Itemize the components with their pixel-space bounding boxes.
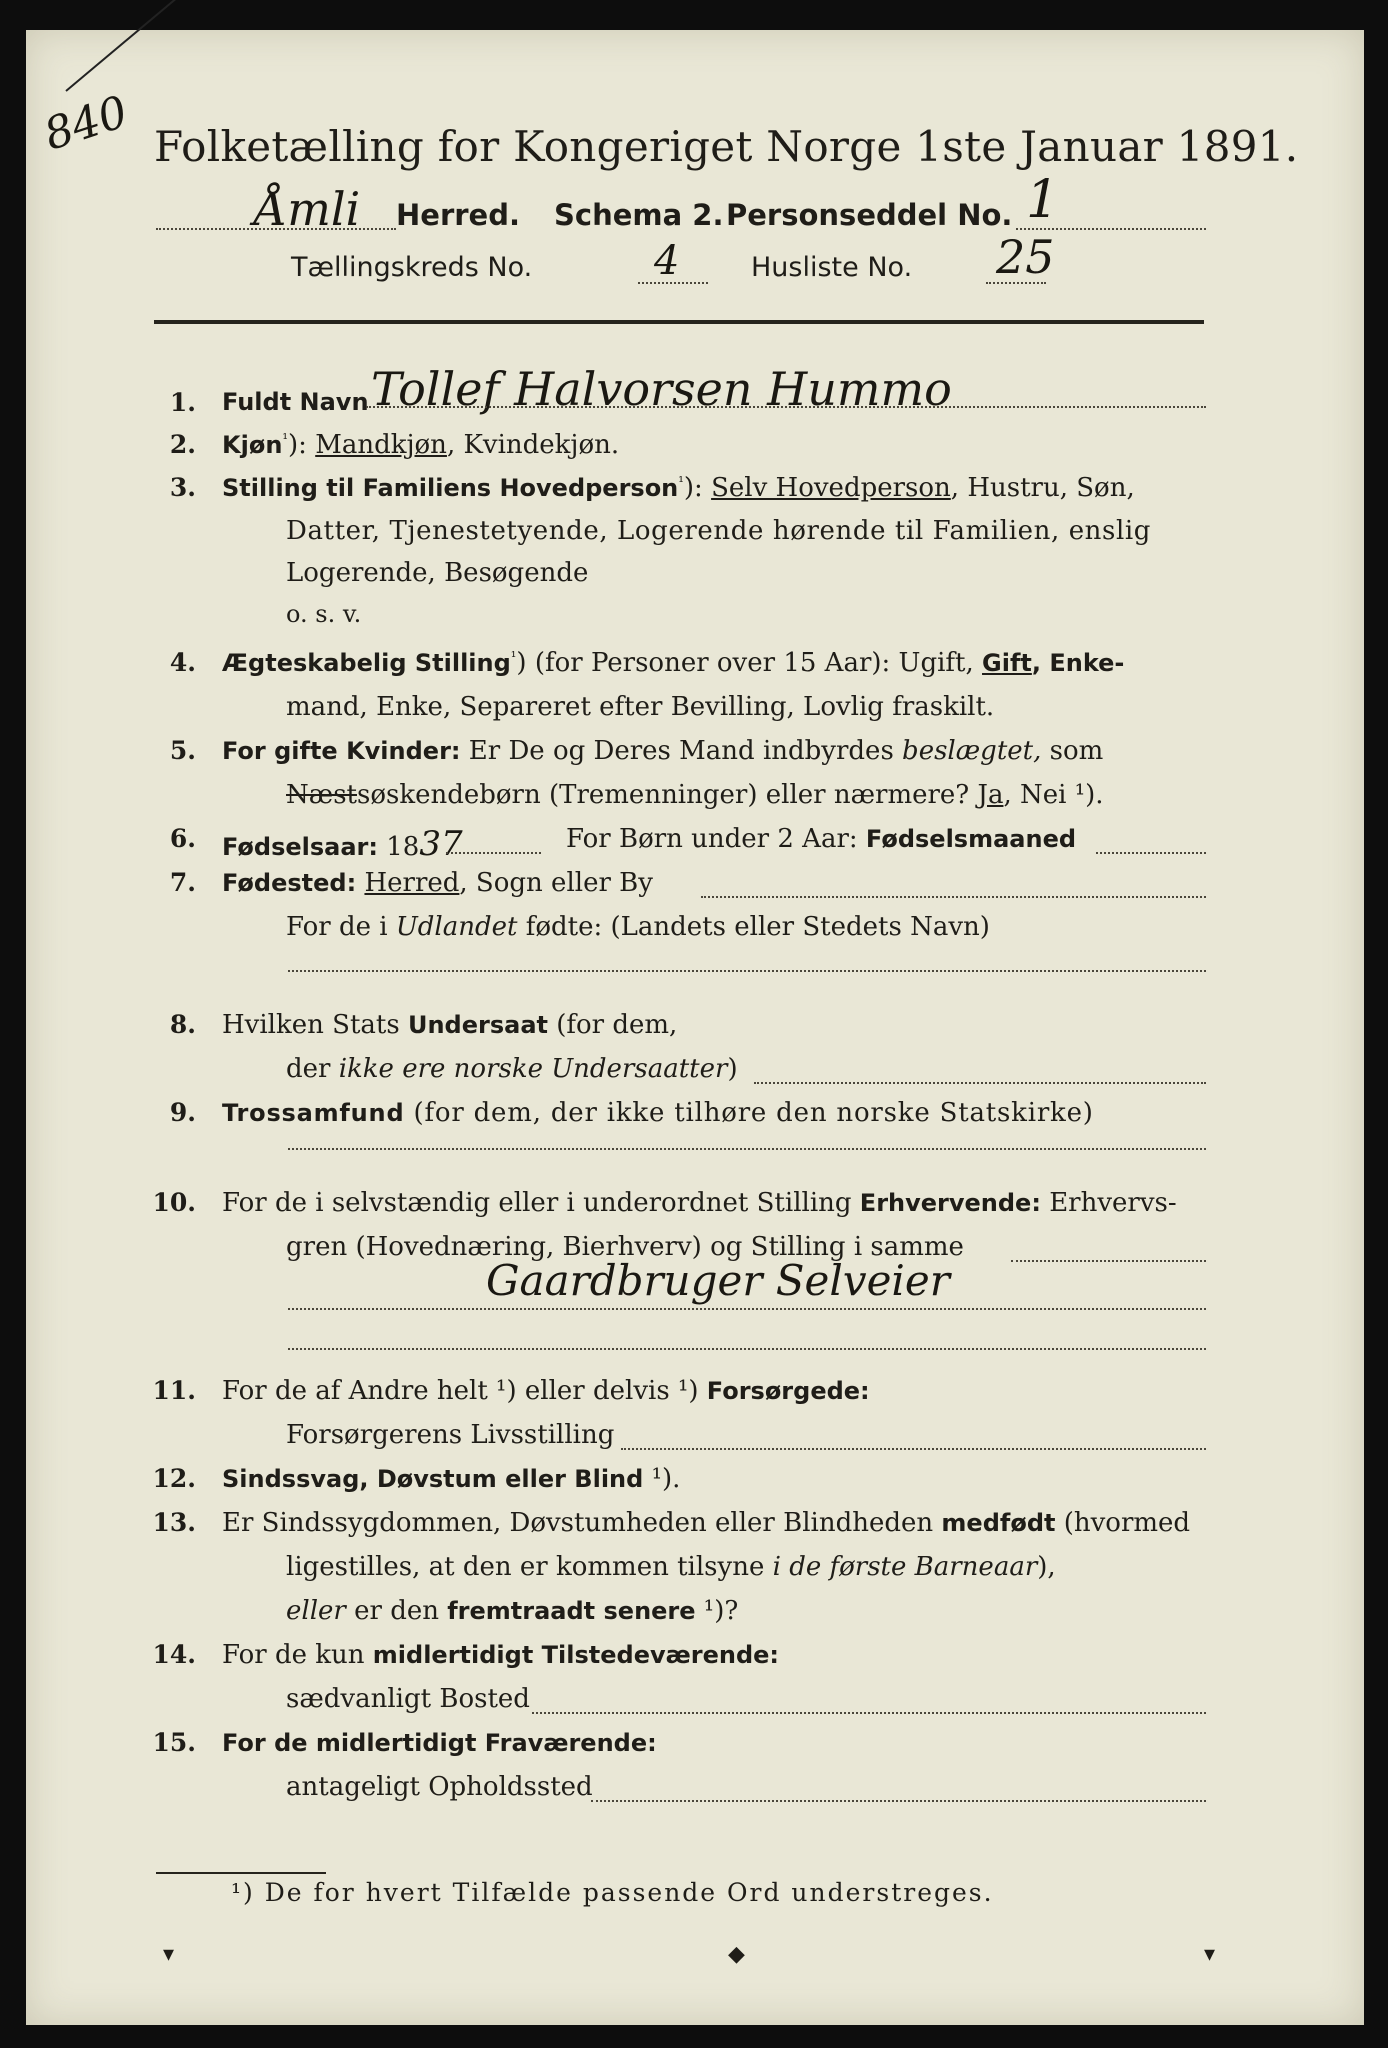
item-6-number: 6. [169,824,196,853]
item-1-number: 1. [169,388,196,417]
item-6-line [222,824,463,864]
item-10-dots [1011,1260,1206,1262]
item-4-text: ) (for Personer over 15 Aar): Ugift, [516,648,983,678]
item-4-label: Ægteskabelig Stilling [222,649,511,677]
item-6-label2: Fødselsmaaned [865,825,1077,853]
item-8-line1 [222,1010,677,1040]
item-7-rest: , Sogn eller By [459,868,653,898]
item-5-for: For [222,737,275,765]
printer-mark-center: ◆ [728,1942,745,1967]
item-10-number: 10. [152,1188,196,1217]
footnote-rule [156,1872,326,1874]
item-2-colon: ): [288,430,316,460]
item-6-line-b [566,824,1076,854]
item-7-dots2 [288,970,1206,972]
item-2-mandkjon: Mandkjøn [315,430,447,460]
item-13-end: ¹)? [695,1596,739,1626]
item-3-colon: ): [683,473,712,503]
item-10-line2: gren (Hovednæring, Bierhverv) og Stilling i samme [286,1232,964,1262]
header-rule [154,320,1204,324]
item-5-label: gifte Kvinder: [274,737,461,765]
item-9-dots [288,1148,1206,1150]
item-7-dots [701,896,1206,898]
item-3-line4: o. s. v. [286,600,362,628]
corner-slash [65,0,197,92]
item-13-italic: i de første Barneaar [772,1552,1038,1582]
item-10-dots3 [288,1348,1206,1350]
husliste-dots [986,282,1046,284]
item-8-number: 8. [169,1010,196,1039]
item-14-line1 [222,1640,779,1670]
item-10-label: Erhvervende: [859,1189,1041,1217]
item-6-label: Fødselsaar: [222,833,378,861]
item-9-line [222,1098,1094,1128]
item-9-number: 9. [169,1098,196,1127]
item-11-line1 [222,1376,870,1406]
item-14-label: midlertidigt Tilstedeværende: [372,1641,780,1669]
item-8-label: Undersaat [407,1011,548,1039]
item-12-label: Sindssvag, Døvstum eller Blind [222,1465,644,1493]
item-15-line1 [222,1728,657,1758]
herred-label: Herred. [396,198,520,232]
item-5-text: Er De og Deres Mand indbyrdes [460,736,903,766]
item-2-kvindekjon: , Kvindekjøn. [446,430,620,460]
item-13-line1 [222,1508,1190,1538]
schema-label: Schema 2. [554,198,724,232]
item-7-line1 [222,868,653,898]
item-13-line2 [286,1552,1056,1582]
item-2-sup: ¹ [282,431,289,448]
printer-mark-left: ▾ [163,1942,175,1967]
item-5-beslaegtet: beslægtet, [902,736,1042,766]
item-8-italic: ikke ere norske Undersaatter [338,1054,728,1084]
item-7-number: 7. [169,868,196,897]
item-4-sup: ¹ [510,649,517,666]
item-8-line2 [286,1054,738,1084]
item-15-line2: antageligt Opholdssted [286,1772,593,1802]
item-10-text2: Erhvervs- [1040,1188,1177,1218]
item-5-line2 [286,780,1104,810]
item-8-dots [754,1082,1206,1084]
form-title: Folketælling for Kongeriget Norge 1ste Januar 1891. [154,122,1299,171]
item-10-text: For de i selvstændig eller i underordnet Stilling [222,1188,860,1218]
personseddel-label: Personseddel No. [726,198,1013,232]
item-11-dots [621,1448,1206,1450]
item-2-label: Kjøn [222,431,283,459]
item-15-label: For de midlertidigt Fraværende: [222,1729,657,1757]
item-5-nei: , Nei ¹). [1003,780,1104,810]
item-9-rest: (for dem, der ikke tilhøre den norske Statskirke) [404,1098,1094,1128]
item-15-number: 15. [152,1728,196,1757]
item-5-struck-naest: Næst [286,780,357,810]
item-4-enke: , Enke- [1031,649,1125,677]
item-4-number: 4. [169,648,196,677]
census-form-sheet [26,30,1364,2025]
item-6-prefix: 18 [378,832,420,862]
item-13-number: 13. [152,1508,196,1537]
item-7-herred: Herred [364,868,460,898]
item-3-line3: Logerende, Besøgende [286,558,589,588]
item-13-line3 [286,1596,738,1626]
item-13-label2: fremtraadt senere [447,1597,696,1625]
item-13-text: Er Sindssygdommen, Døvstumheden eller Blindheden [222,1508,942,1538]
personseddel-number: 1 [1026,170,1060,230]
item-13-label: medfødt [941,1509,1056,1537]
item-3-number: 3. [169,473,196,502]
item-10-handwritten-occupation: Gaardbruger Selveier [486,1256,950,1305]
item-1-dots [366,406,1206,408]
item-5-text2: søskendebørn (Tremenninger) eller nærmere? [356,780,978,810]
item-4-gift: Gift [982,649,1032,677]
kreds-dots [638,282,708,284]
item-8-text: Hvilken Stats [222,1010,408,1040]
item-7-text2a: For de i [286,912,396,942]
item-14-line2: sædvanligt Bosted [286,1684,530,1714]
item-10-dots2 [288,1308,1206,1310]
item-7-udlandet: Udlandet [395,912,518,942]
item-11-line2: Forsørgerens Livsstilling [286,1420,615,1450]
item-8-close: ) [727,1054,738,1084]
item-8-der: der [286,1054,339,1084]
item-6-year-dots [446,852,541,854]
item-12-line [222,1464,680,1494]
item-12-number: 12. [152,1464,196,1493]
item-7-text2b: fødte: (Landets eller Stedets Navn) [517,912,990,942]
item-3-line1 [222,473,1135,503]
item-1-label: Fuldt Navn [222,388,369,416]
item-15-dots [591,1800,1206,1802]
item-13-text3: ligestilles, at den er kommen tilsyne [286,1552,773,1582]
item-3-selv-hovedperson: Selv Hovedperson [711,473,951,503]
item-6-month-dots [1096,852,1206,854]
item-13-text4: er den [345,1596,448,1626]
item-6-text: For Børn under 2 Aar: [566,824,866,854]
footnote: ¹) De for hvert Tilfælde passende Ord understreges. [231,1878,994,1907]
item-13-text2: (hvormed [1055,1508,1191,1538]
item-5-line1 [222,736,1103,766]
husliste-label: Husliste No. [751,252,913,283]
item-8-text2: (for dem, [547,1010,678,1040]
item-1-handwritten-name: Tollef Halvorsen Hummo [371,362,952,416]
item-11-label: Forsørgede: [706,1377,870,1405]
corner-archive-note: 840 [38,86,134,161]
item-10-line1 [222,1188,1177,1218]
item-4-line1 [222,648,1124,678]
item-6-year-handwritten: 37 [419,824,463,864]
item-5-ja: Ja [977,780,1004,810]
husliste-number: 25 [996,230,1055,284]
kreds-number: 4 [654,238,680,284]
item-14-dots [532,1712,1206,1714]
item-13-close: ), [1037,1552,1056,1582]
item-7-line2 [286,912,990,942]
kreds-label: Tællingskreds No. [291,252,533,283]
item-4-line2: mand, Enke, Separeret efter Bevilling, Lovlig fraskilt. [286,692,995,722]
item-5-number: 5. [169,736,196,765]
item-14-number: 14. [152,1640,196,1669]
item-3-line2: Datter, Tjenestetyende, Logerende hørende til Familien, enslig [286,516,1152,546]
herred-handwritten: Åmli [254,182,361,236]
item-9-label: Trossamfund [222,1099,405,1127]
item-3-label: Stilling til Familiens Hovedperson [222,474,679,502]
item-11-number: 11. [152,1376,196,1405]
item-3-sup: ¹ [678,474,684,491]
item-2-number: 2. [169,430,196,459]
item-7-label: Fødested: [222,869,357,897]
item-2-line [222,430,619,460]
item-11-text: For de af Andre helt ¹) eller delvis ¹) [222,1376,707,1406]
item-13-eller: eller [286,1596,346,1626]
item-12-rest: ¹). [643,1464,681,1494]
item-5-som: som [1041,736,1104,766]
printer-mark-right: ▾ [1204,1942,1216,1967]
item-14-text: For de kun [222,1640,373,1670]
item-3-rest: , Hustru, Søn, [950,473,1135,503]
